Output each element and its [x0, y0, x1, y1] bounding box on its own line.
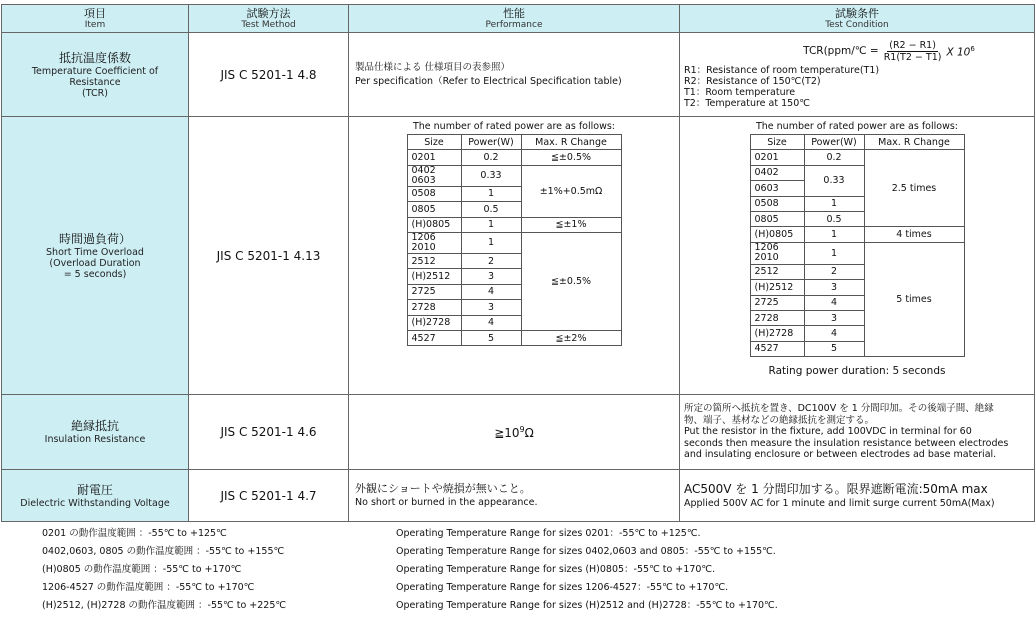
- cell-power: 5: [461, 330, 521, 345]
- cell-power: 3: [461, 269, 521, 284]
- tcr-condition: [680, 33, 1035, 117]
- cell-change: 4 times: [864, 227, 964, 242]
- cell-size: 0603: [750, 181, 804, 196]
- size-line: 2010: [411, 241, 436, 253]
- formula-numerator: (R2 − R1): [889, 40, 936, 51]
- col-power: Power(W): [804, 135, 864, 150]
- tcr-row: [2, 33, 1035, 117]
- ir-item-en: Insulation Resistance: [44, 434, 146, 445]
- footer-note: Operating Temperature Range for sizes 0201：-55℃ to +125℃.: [396, 528, 701, 539]
- header-method: [189, 5, 349, 33]
- cell-size: (H)2728: [407, 315, 461, 330]
- col-max-r-change: Max. R Change: [521, 135, 621, 150]
- tcr-cond-line: R2：Resistance of 150℃(T2): [684, 76, 821, 87]
- spec-table: [1, 4, 1035, 522]
- dwv-perf-en: No short or burned in the appearance.: [355, 496, 538, 508]
- header-performance: [349, 5, 680, 33]
- cell-size: 2512: [407, 253, 461, 268]
- cell-power: 3: [461, 300, 521, 315]
- sto-row: [2, 117, 1035, 395]
- dwv-perf-jp: 外観にショートや焼損が無いこと。: [355, 481, 531, 495]
- formula-fraction: [882, 40, 944, 63]
- dwv-item-jp: 耐電圧: [76, 482, 113, 497]
- dwv-cond-en: Applied 500V AC for 1 minute and limit surge current 50mA(Max): [684, 497, 995, 509]
- cell-power: 0.2: [804, 150, 864, 165]
- sto-perf-table: [407, 134, 622, 346]
- dwv-row: [2, 470, 1035, 522]
- cell-size: 0201: [407, 150, 461, 165]
- cell-power: 1: [461, 217, 521, 232]
- cell-power: 4: [804, 295, 864, 310]
- size-line: 0603: [411, 174, 436, 186]
- ir-cond-line: 所定の箇所へ抵抗を置き、DC100V を 1 分間印加。その後端子間、絶縁: [684, 403, 994, 415]
- cell-power: 1: [804, 196, 864, 211]
- header-item: [2, 5, 189, 33]
- cell-size: 0508: [750, 196, 804, 211]
- dwv-item: [2, 470, 189, 522]
- tcr-method: JIS C 5201-1 4.8: [189, 33, 349, 117]
- tcr-item-jp: 抵抗温度係数: [58, 50, 131, 65]
- ir-condition: [680, 395, 1035, 470]
- sto-condition: [680, 117, 1035, 395]
- header-row: [2, 5, 1035, 33]
- cell-size: 4527: [750, 341, 804, 356]
- size-line: 1206: [754, 242, 779, 254]
- dwv-method: JIS C 5201-1 4.7: [189, 470, 349, 522]
- cell-size: 0805: [750, 211, 804, 226]
- header-cond-en: Test Condition: [825, 20, 889, 30]
- footer-note: Operating Temperature Range for sizes (H)0805：-55℃ to +170℃.: [396, 564, 716, 575]
- cell-change: 2.5 times: [864, 150, 964, 227]
- cell-change: ≦±0.5%: [521, 232, 621, 330]
- col-size: Size: [407, 135, 461, 150]
- sto-cond-table: [750, 134, 965, 357]
- cell-power: 5: [804, 341, 864, 356]
- sto-cond-title: The number of rated power are as follows:: [755, 121, 959, 132]
- cell-change: ≦±0.5%: [521, 150, 621, 165]
- table-row: [407, 217, 621, 232]
- cell-size: 0805: [407, 202, 461, 217]
- sto-item-en1: Short Time Overload: [46, 246, 144, 258]
- dwv-condition: [680, 470, 1035, 522]
- tcr-item: [2, 33, 189, 117]
- cell-size: (H)2512: [750, 280, 804, 295]
- cell-change: ±1%+0.5mΩ: [521, 165, 621, 217]
- cell-size: (H)0805: [750, 227, 804, 242]
- cell-size: 2512: [750, 264, 804, 279]
- footer-note: 0402,0603, 0805 の動作温度範囲 ：-55℃ to +155℃: [42, 546, 285, 557]
- table-row: [407, 330, 621, 345]
- cell-size: (H)2728: [750, 326, 804, 341]
- ir-cond-line: and insulating enclosure or between electrodes ad base material.: [684, 449, 997, 461]
- size-line: 0402: [411, 164, 436, 176]
- cell-power: 4: [461, 315, 521, 330]
- tcr-perf-en: Per specification（Refer to Electrical Specification table): [355, 75, 622, 87]
- cell-power: 3: [804, 280, 864, 295]
- ir-performance: [349, 395, 680, 470]
- table-row: [750, 150, 964, 165]
- sto-cond-header: [750, 135, 964, 150]
- cell-power: 1: [804, 227, 864, 242]
- tcr-cond-lines: [684, 65, 1034, 109]
- tcr-item-en2: Resistance: [69, 76, 121, 88]
- cell-size: 0402: [750, 165, 804, 180]
- tcr-item-en3: (TCR): [82, 87, 108, 99]
- header-item-jp: 項目: [84, 7, 106, 20]
- tcr-formula: [744, 40, 1034, 63]
- cell-power: 1: [461, 186, 521, 201]
- table-row: [407, 232, 621, 253]
- cell-size: 0201: [750, 150, 804, 165]
- cell-size: (H)2512: [407, 269, 461, 284]
- cell-change: ≦±2%: [521, 330, 621, 345]
- dwv-item-en: Dielectric Withstanding Voltage: [20, 497, 170, 509]
- cell-size: [407, 165, 461, 186]
- sto-perf-header: [407, 135, 621, 150]
- header-cond-jp: 試験条件: [835, 7, 879, 20]
- cell-power: 0.2: [461, 150, 521, 165]
- tcr-cond-line: T2：Temperature at 150℃: [684, 98, 810, 109]
- sto-performance: [349, 117, 680, 395]
- table-row: [407, 150, 621, 165]
- sto-method: JIS C 5201-1 4.13: [189, 117, 349, 395]
- footer-right: [396, 528, 778, 618]
- cell-power: 3: [804, 310, 864, 325]
- cell-size: 2728: [407, 300, 461, 315]
- footer-note: (H)2512, (H)2728 の動作温度範囲 ：-55℃ to +225℃: [42, 600, 287, 611]
- tcr-cond-line: R1：Resistance of room temperature(T1): [684, 65, 880, 76]
- tcr-item-en1: Temperature Coefficient of: [31, 65, 159, 77]
- footer-note: 1206-4527 の動作温度範囲 ：-55℃ to +170℃: [42, 582, 255, 593]
- ir-method: JIS C 5201-1 4.6: [189, 395, 349, 470]
- cell-power: 4: [461, 284, 521, 299]
- sto-item: [2, 117, 189, 395]
- ir-cond-line: 物、端子、基材などの絶縁抵抗を測定する。: [684, 414, 875, 426]
- ir-cond-line: Put the resistor in the fixture, add 100VDC in terminal for 60: [684, 426, 972, 438]
- footer-note: Operating Temperature Range for sizes 1206-4527：-55℃ to +170℃.: [396, 582, 729, 593]
- col-size: Size: [750, 135, 804, 150]
- cell-power: 0.5: [461, 202, 521, 217]
- cell-change: 5 times: [864, 242, 964, 356]
- cell-change: ≦±1%: [521, 217, 621, 232]
- tcr-performance: [349, 33, 680, 117]
- formula-multiplier: X $10^6$: [946, 45, 975, 59]
- cell-size: (H)0805: [407, 217, 461, 232]
- table-row: [407, 165, 621, 186]
- footer-note: 0201 の動作温度範囲 ：-55℃ to +125℃: [42, 528, 227, 539]
- cell-power: 0.5: [804, 211, 864, 226]
- cell-size: 4527: [407, 330, 461, 345]
- tcr-cond-line: T1：Room temperature: [684, 87, 796, 98]
- ir-cond-line: seconds then measure the insulation resistance between electrodes: [684, 437, 1009, 449]
- ir-item-jp: 絶縁抵抗: [70, 419, 119, 433]
- cell-size: [750, 242, 804, 264]
- ir-row: [2, 395, 1035, 470]
- formula-denominator: R1(T2 − T1): [883, 52, 942, 63]
- cell-power: 2: [804, 264, 864, 279]
- cell-power: 0.33: [804, 165, 864, 196]
- header-method-jp: 試験方法: [246, 7, 291, 20]
- cell-power: 0.33: [461, 165, 521, 186]
- ir-perf-unit: Ω: [524, 425, 534, 440]
- cell-power: 4: [804, 326, 864, 341]
- sto-item-jp: 時間過負荷）: [58, 231, 131, 246]
- header-perf-jp: 性能: [503, 7, 525, 20]
- cell-size: 0508: [407, 186, 461, 201]
- dwv-performance: [349, 470, 680, 522]
- cell-size: 2725: [750, 295, 804, 310]
- table-row: [750, 242, 964, 264]
- header-perf-en: Performance: [485, 20, 543, 30]
- cell-size: 2725: [407, 284, 461, 299]
- header-method-en: Test Method: [241, 20, 296, 30]
- footer-note: Operating Temperature Range for sizes (H)2512 and (H)2728：-55℃ to +170℃.: [396, 600, 778, 611]
- size-line: 1206: [411, 231, 436, 243]
- footer-left: [42, 528, 286, 618]
- ir-item: [2, 395, 189, 470]
- cell-power: 1: [804, 242, 864, 264]
- header-condition: [680, 5, 1035, 33]
- table-row: [750, 227, 964, 242]
- sto-item-en3: = 5 seconds): [63, 268, 127, 280]
- sto-item-en2: (Overload Duration: [49, 257, 141, 269]
- cell-size: [407, 232, 461, 253]
- tcr-perf-jp: 製品仕様による 仕様項目の表参照）: [355, 61, 511, 73]
- ir-perf-base: ≧10: [494, 425, 520, 440]
- sto-perf-title: The number of rated power are as follows:: [412, 121, 616, 132]
- size-line: 2010: [754, 252, 779, 264]
- header-item-en: Item: [84, 20, 106, 30]
- footer-note: Operating Temperature Range for sizes 0402,0603 and 0805：-55℃ to +155℃.: [396, 546, 776, 557]
- cell-power: 1: [461, 232, 521, 253]
- ir-perf-exp: 9: [519, 424, 525, 434]
- formula-lhs: TCR(ppm/℃ =: [803, 45, 879, 57]
- col-max-r-change: Max. R Change: [864, 135, 964, 150]
- sto-cond-footer: Rating power duration: 5 seconds: [768, 365, 946, 378]
- col-power: Power(W): [461, 135, 521, 150]
- cell-power: 2: [461, 253, 521, 268]
- dwv-cond-jp: AC500V を 1 分間印加する。限界遮断電流:50mA max: [684, 481, 988, 496]
- cell-size: 2728: [750, 310, 804, 325]
- footer-note: (H)0805 の動作温度範囲 ：-55℃ to +170℃: [42, 564, 242, 575]
